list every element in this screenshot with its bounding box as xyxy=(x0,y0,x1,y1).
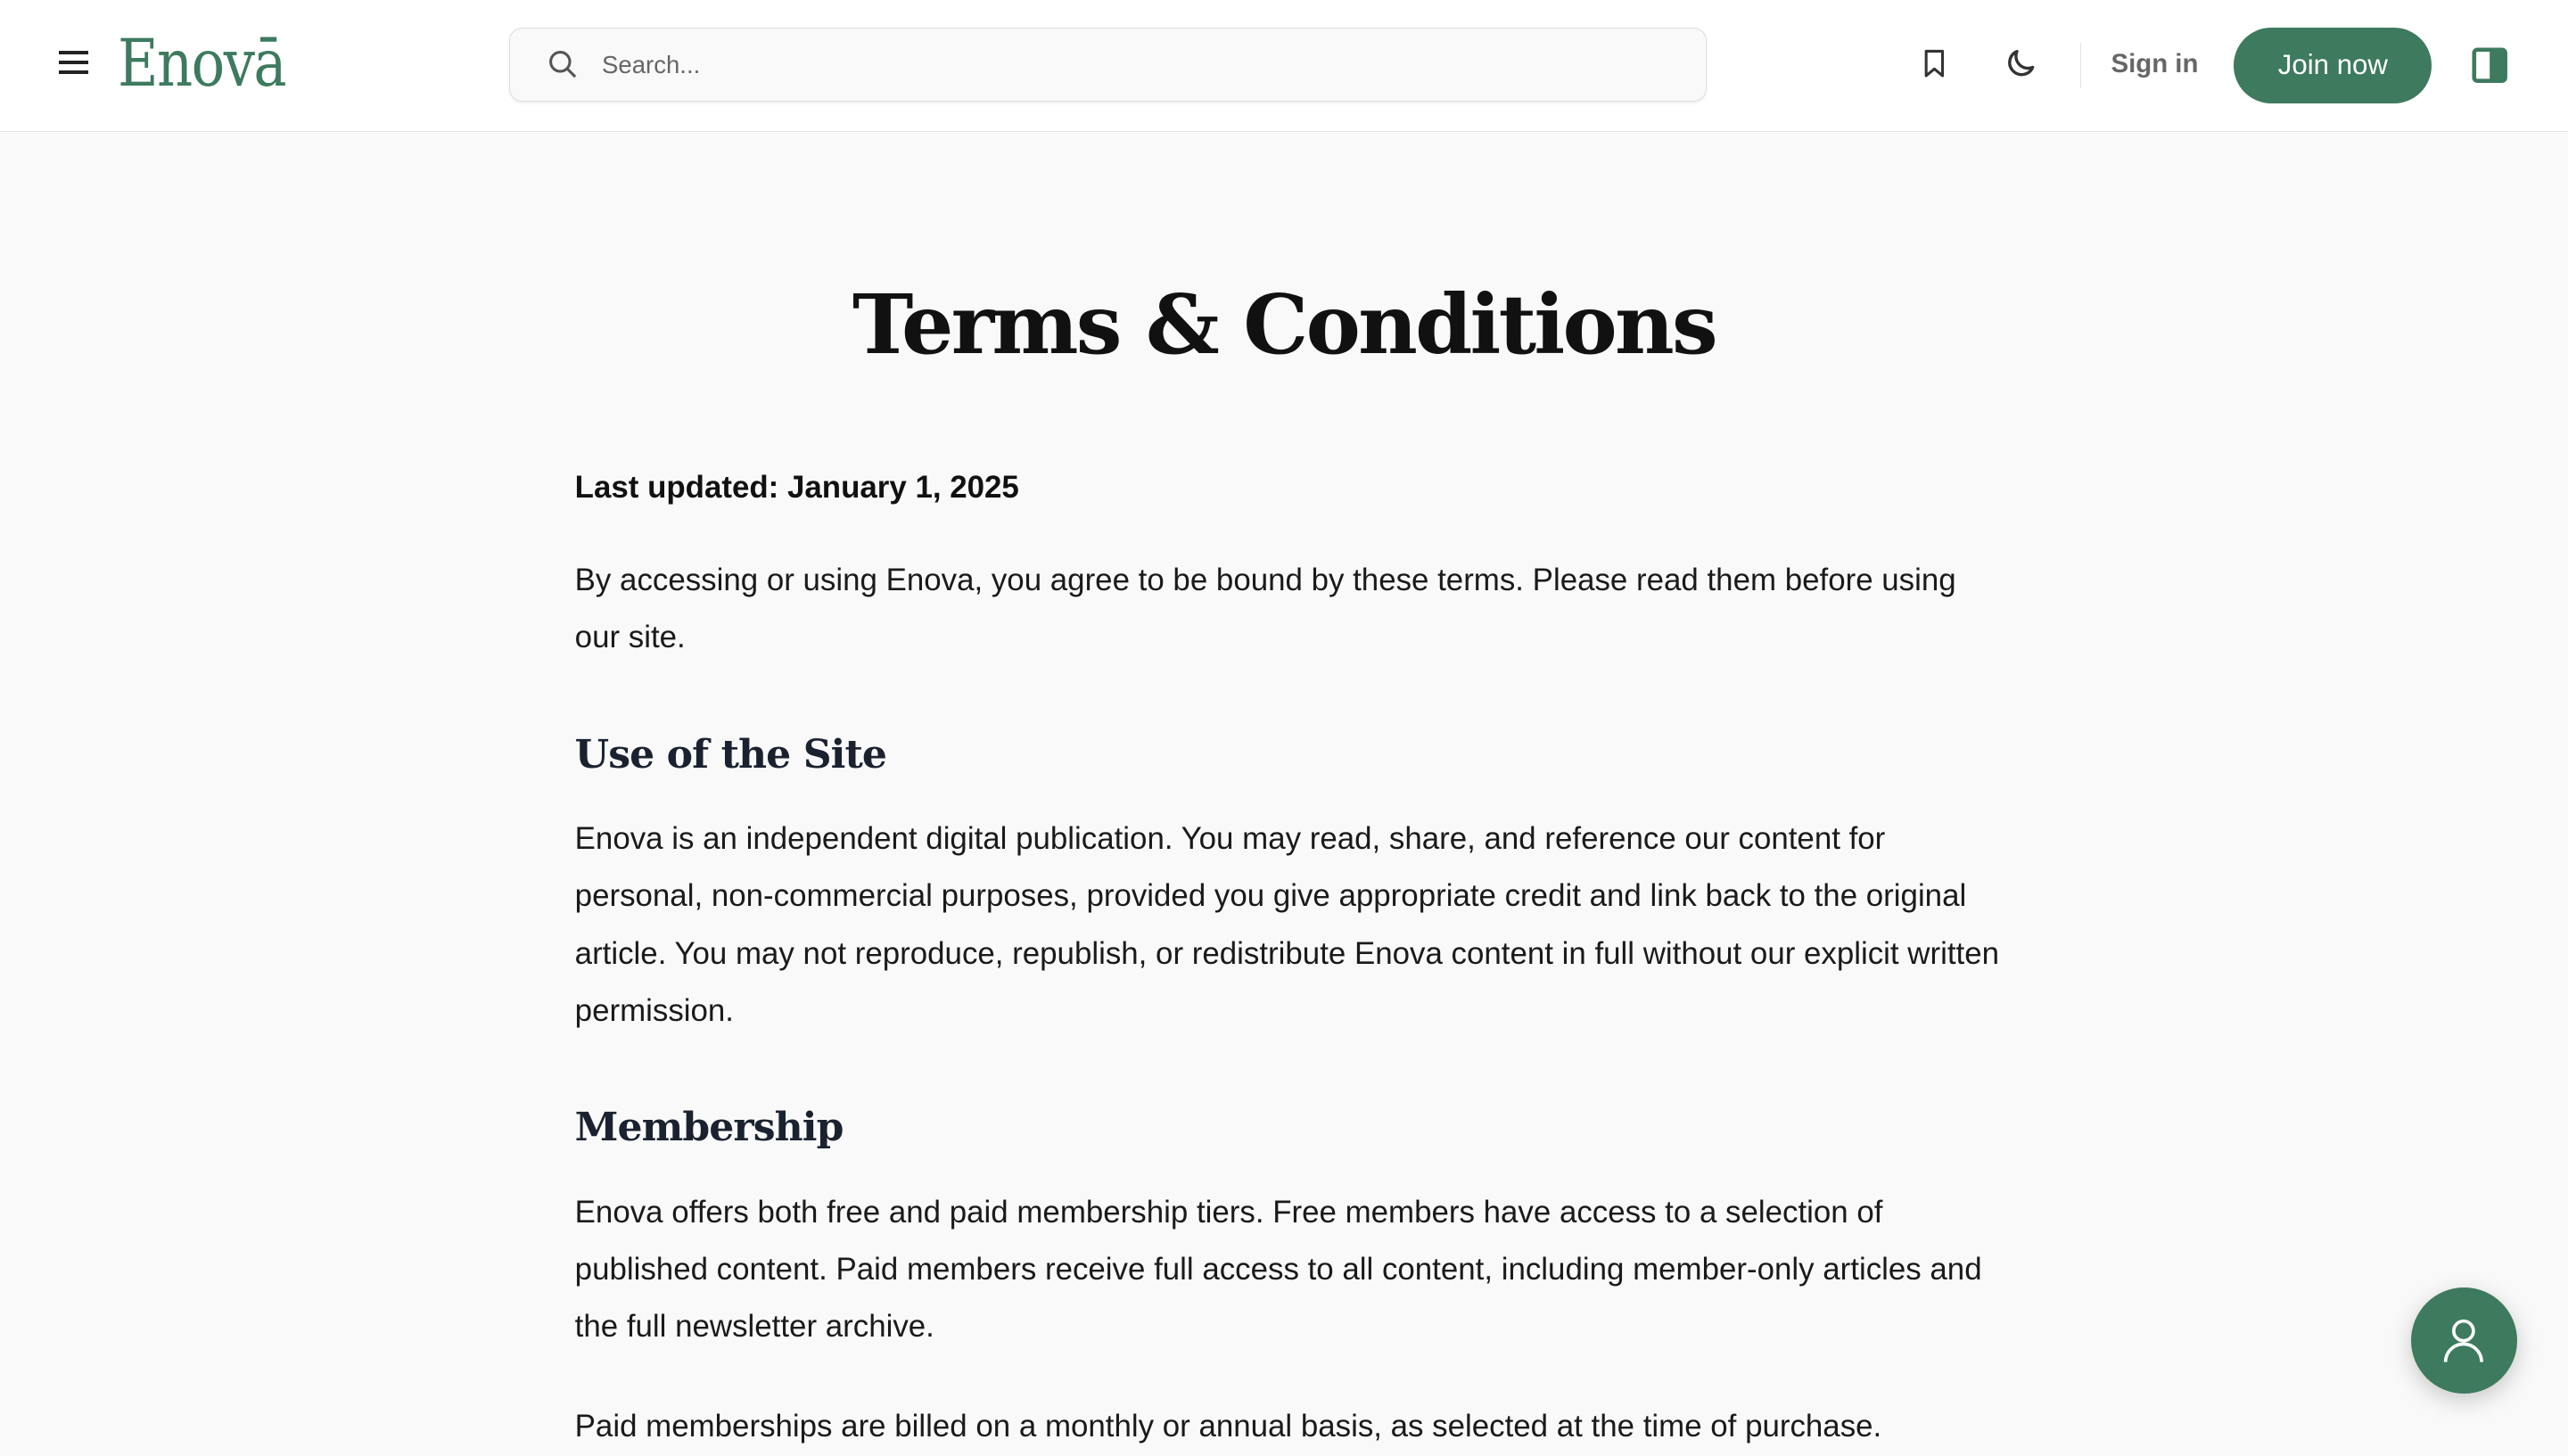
header-divider xyxy=(2080,43,2082,88)
search-icon xyxy=(547,48,580,81)
terms-content xyxy=(575,131,2000,1456)
bookmark-icon[interactable] xyxy=(1918,45,1951,81)
user-icon xyxy=(2442,1318,2485,1363)
section-heading-membership: Membership xyxy=(574,1105,844,1151)
page-title: Terms & Conditions xyxy=(852,276,1716,373)
search-box[interactable] xyxy=(509,28,1707,102)
last-updated: Last updated: January 1, 2025 xyxy=(574,470,1019,506)
intro-paragraph: By accessing or using Enova, you agree to be bound by these terms. Please read them before using our site. xyxy=(574,562,1956,655)
site-header xyxy=(0,0,2568,132)
hamburger-menu-icon[interactable] xyxy=(59,51,88,77)
sign-in-link[interactable]: Sign in xyxy=(2111,49,2199,79)
dark-mode-moon-icon[interactable] xyxy=(2003,45,2038,81)
join-now-button[interactable]: Join now xyxy=(2234,28,2432,103)
section-heading-use-of-site: Use of the Site xyxy=(574,731,887,777)
section-paragraph: Enova is an independent digital publication. You may read, share, and reference our content for personal, non-commercial purposes, provided you give appropriate credit and link back to the original article. You may not reproduce, republish, or redistribute Enova content in full without our explicit written permission. xyxy=(574,821,2000,1028)
account-button[interactable] xyxy=(2411,1287,2517,1394)
section-paragraph: Paid memberships are billed on a monthly or annual basis, as selected at the time of purchase. xyxy=(574,1409,1882,1444)
section-paragraph: Enova offers both free and paid membership tiers. Free members have access to a selection of published content. Paid members receive full access to all content, including member-only articles and the full newsletter archive. xyxy=(574,1194,1982,1345)
sidebar-panel-icon[interactable] xyxy=(2472,47,2507,83)
search-input[interactable] xyxy=(598,49,1587,81)
site-logo[interactable]: Enovā xyxy=(118,26,286,103)
